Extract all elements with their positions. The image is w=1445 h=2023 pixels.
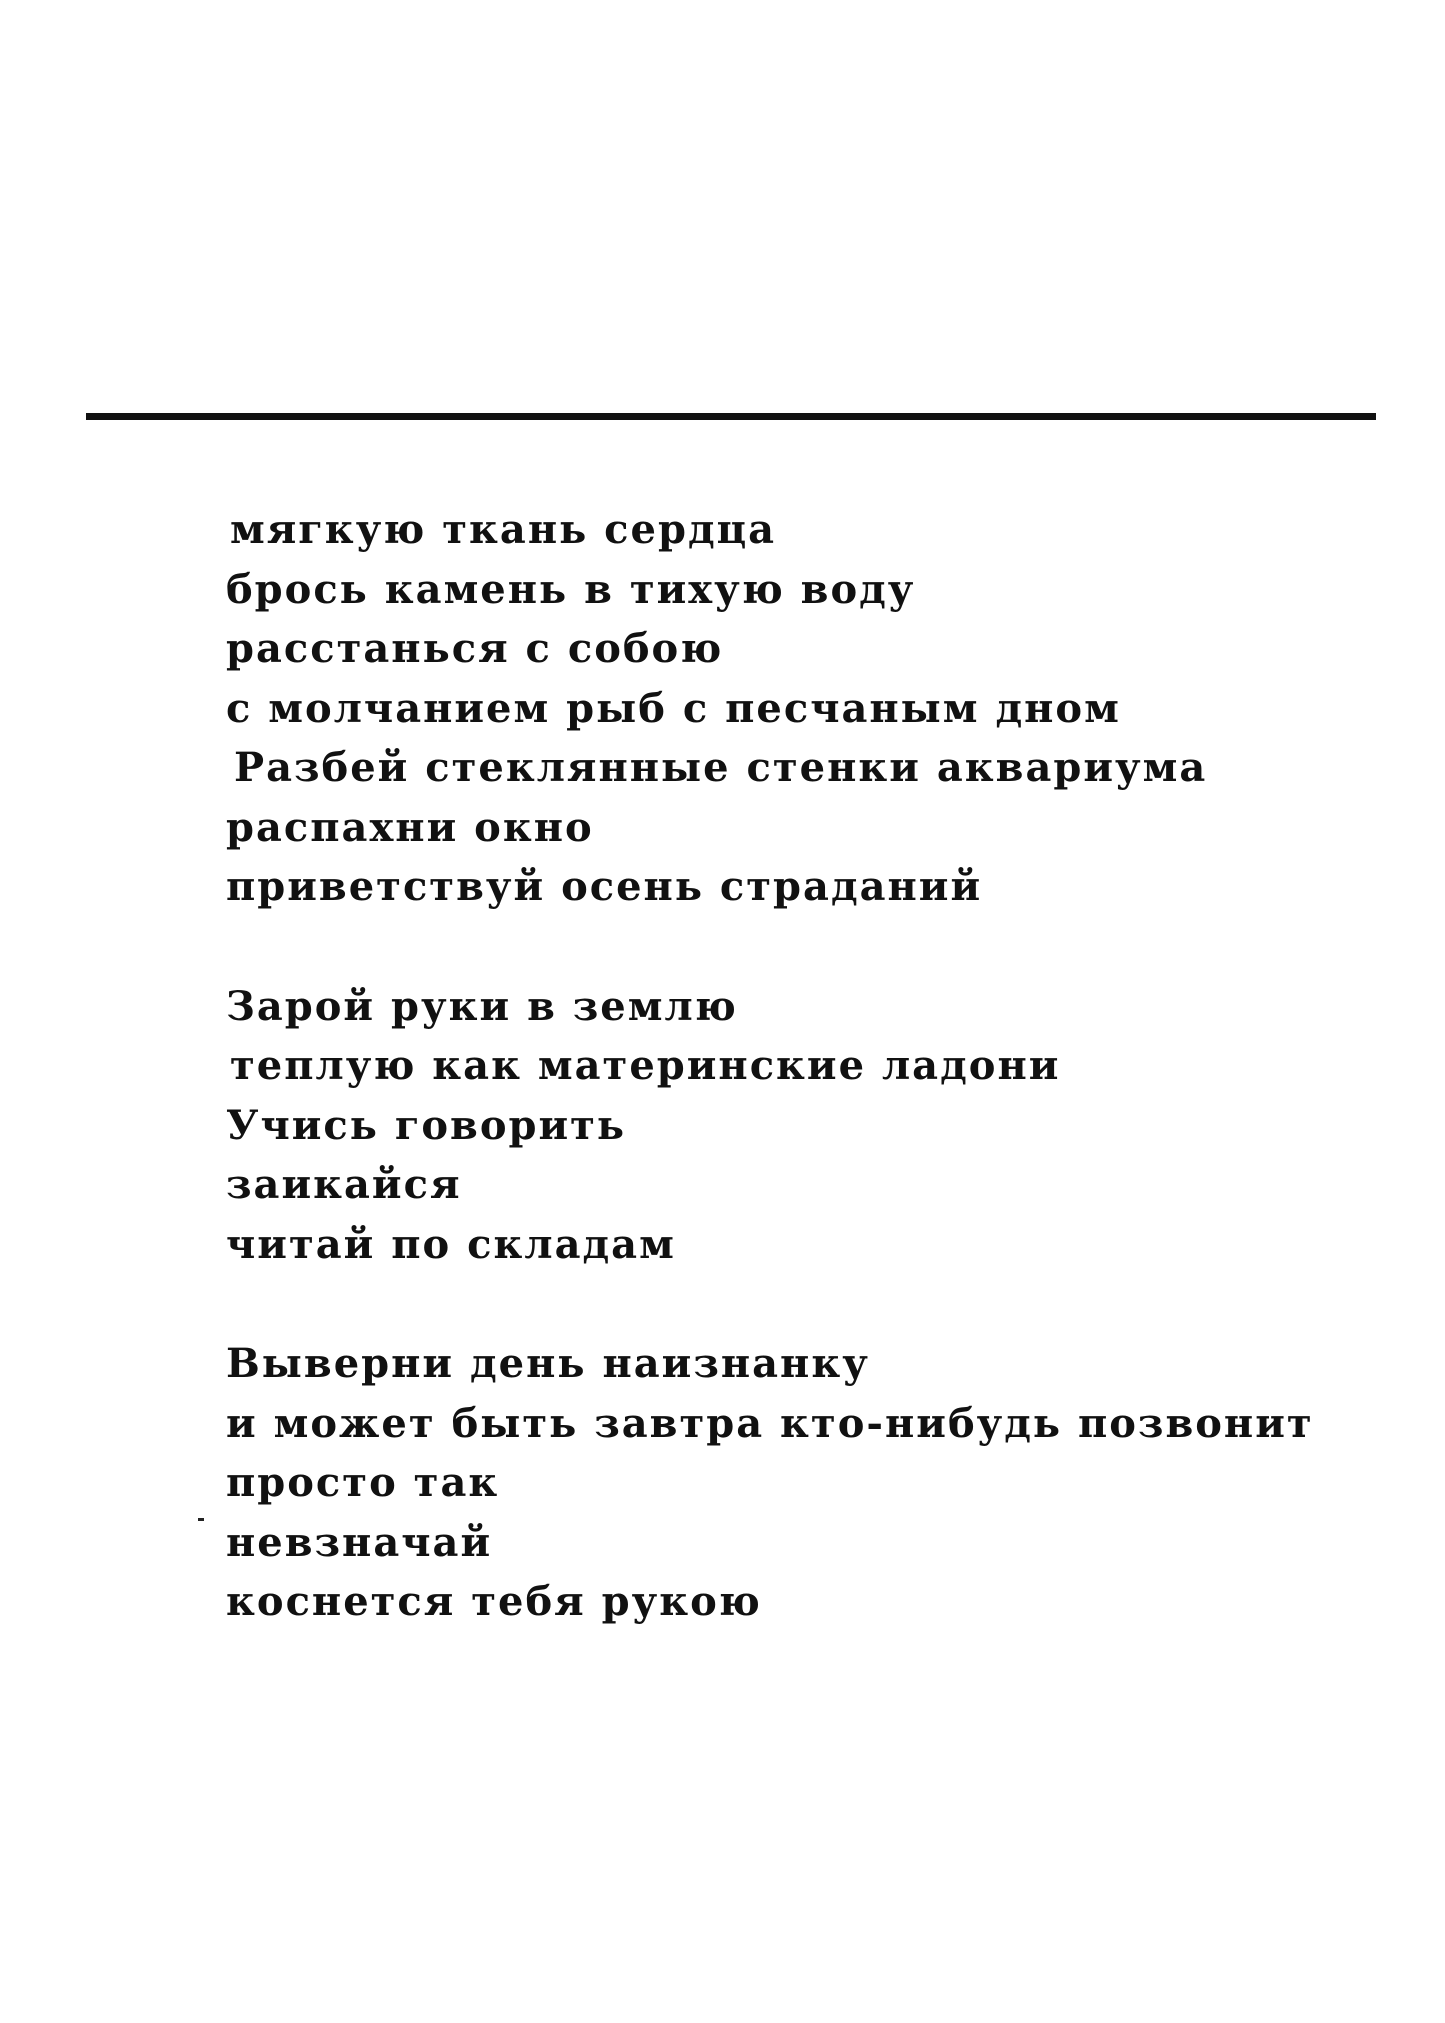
poem-line: мягкую ткань сердца [230,506,777,553]
poem-line: Зарой руки в землю [226,982,738,1030]
poem-line: брось камень в тихую воду [226,565,916,613]
poem-line: невзначай [226,1518,493,1566]
poem-line: Учись говорить [226,1101,627,1149]
stanza-3 [226,1334,1376,1632]
stanza-2 [226,977,1376,1275]
top-rule-divider [86,413,1376,420]
poem-line: Выверни день наизнанку [226,1340,870,1387]
poem-line: распахни окно [226,803,594,851]
poem-line: читай по складам [226,1220,676,1268]
poem-line: и может быть завтра кто-нибудь позвонит [226,1399,1314,1447]
poem-line: расстанься с собою [226,625,724,672]
poem-line: просто так [226,1459,500,1506]
margin-mark [198,1518,204,1521]
stanza-1 [226,500,1376,917]
poem-line: теплую как материнские ладони [230,1042,1061,1089]
poem-line: коснется тебя рукою [226,1578,762,1625]
poem-line: приветствуй осень страданий [226,863,983,910]
poem-line: Разбей стеклянные стенки аквариума [234,744,1208,791]
poem-body [226,500,1376,1632]
poem-line: заикайся [226,1161,462,1208]
poem-line: с молчанием рыб с песчаным дном [226,684,1121,732]
